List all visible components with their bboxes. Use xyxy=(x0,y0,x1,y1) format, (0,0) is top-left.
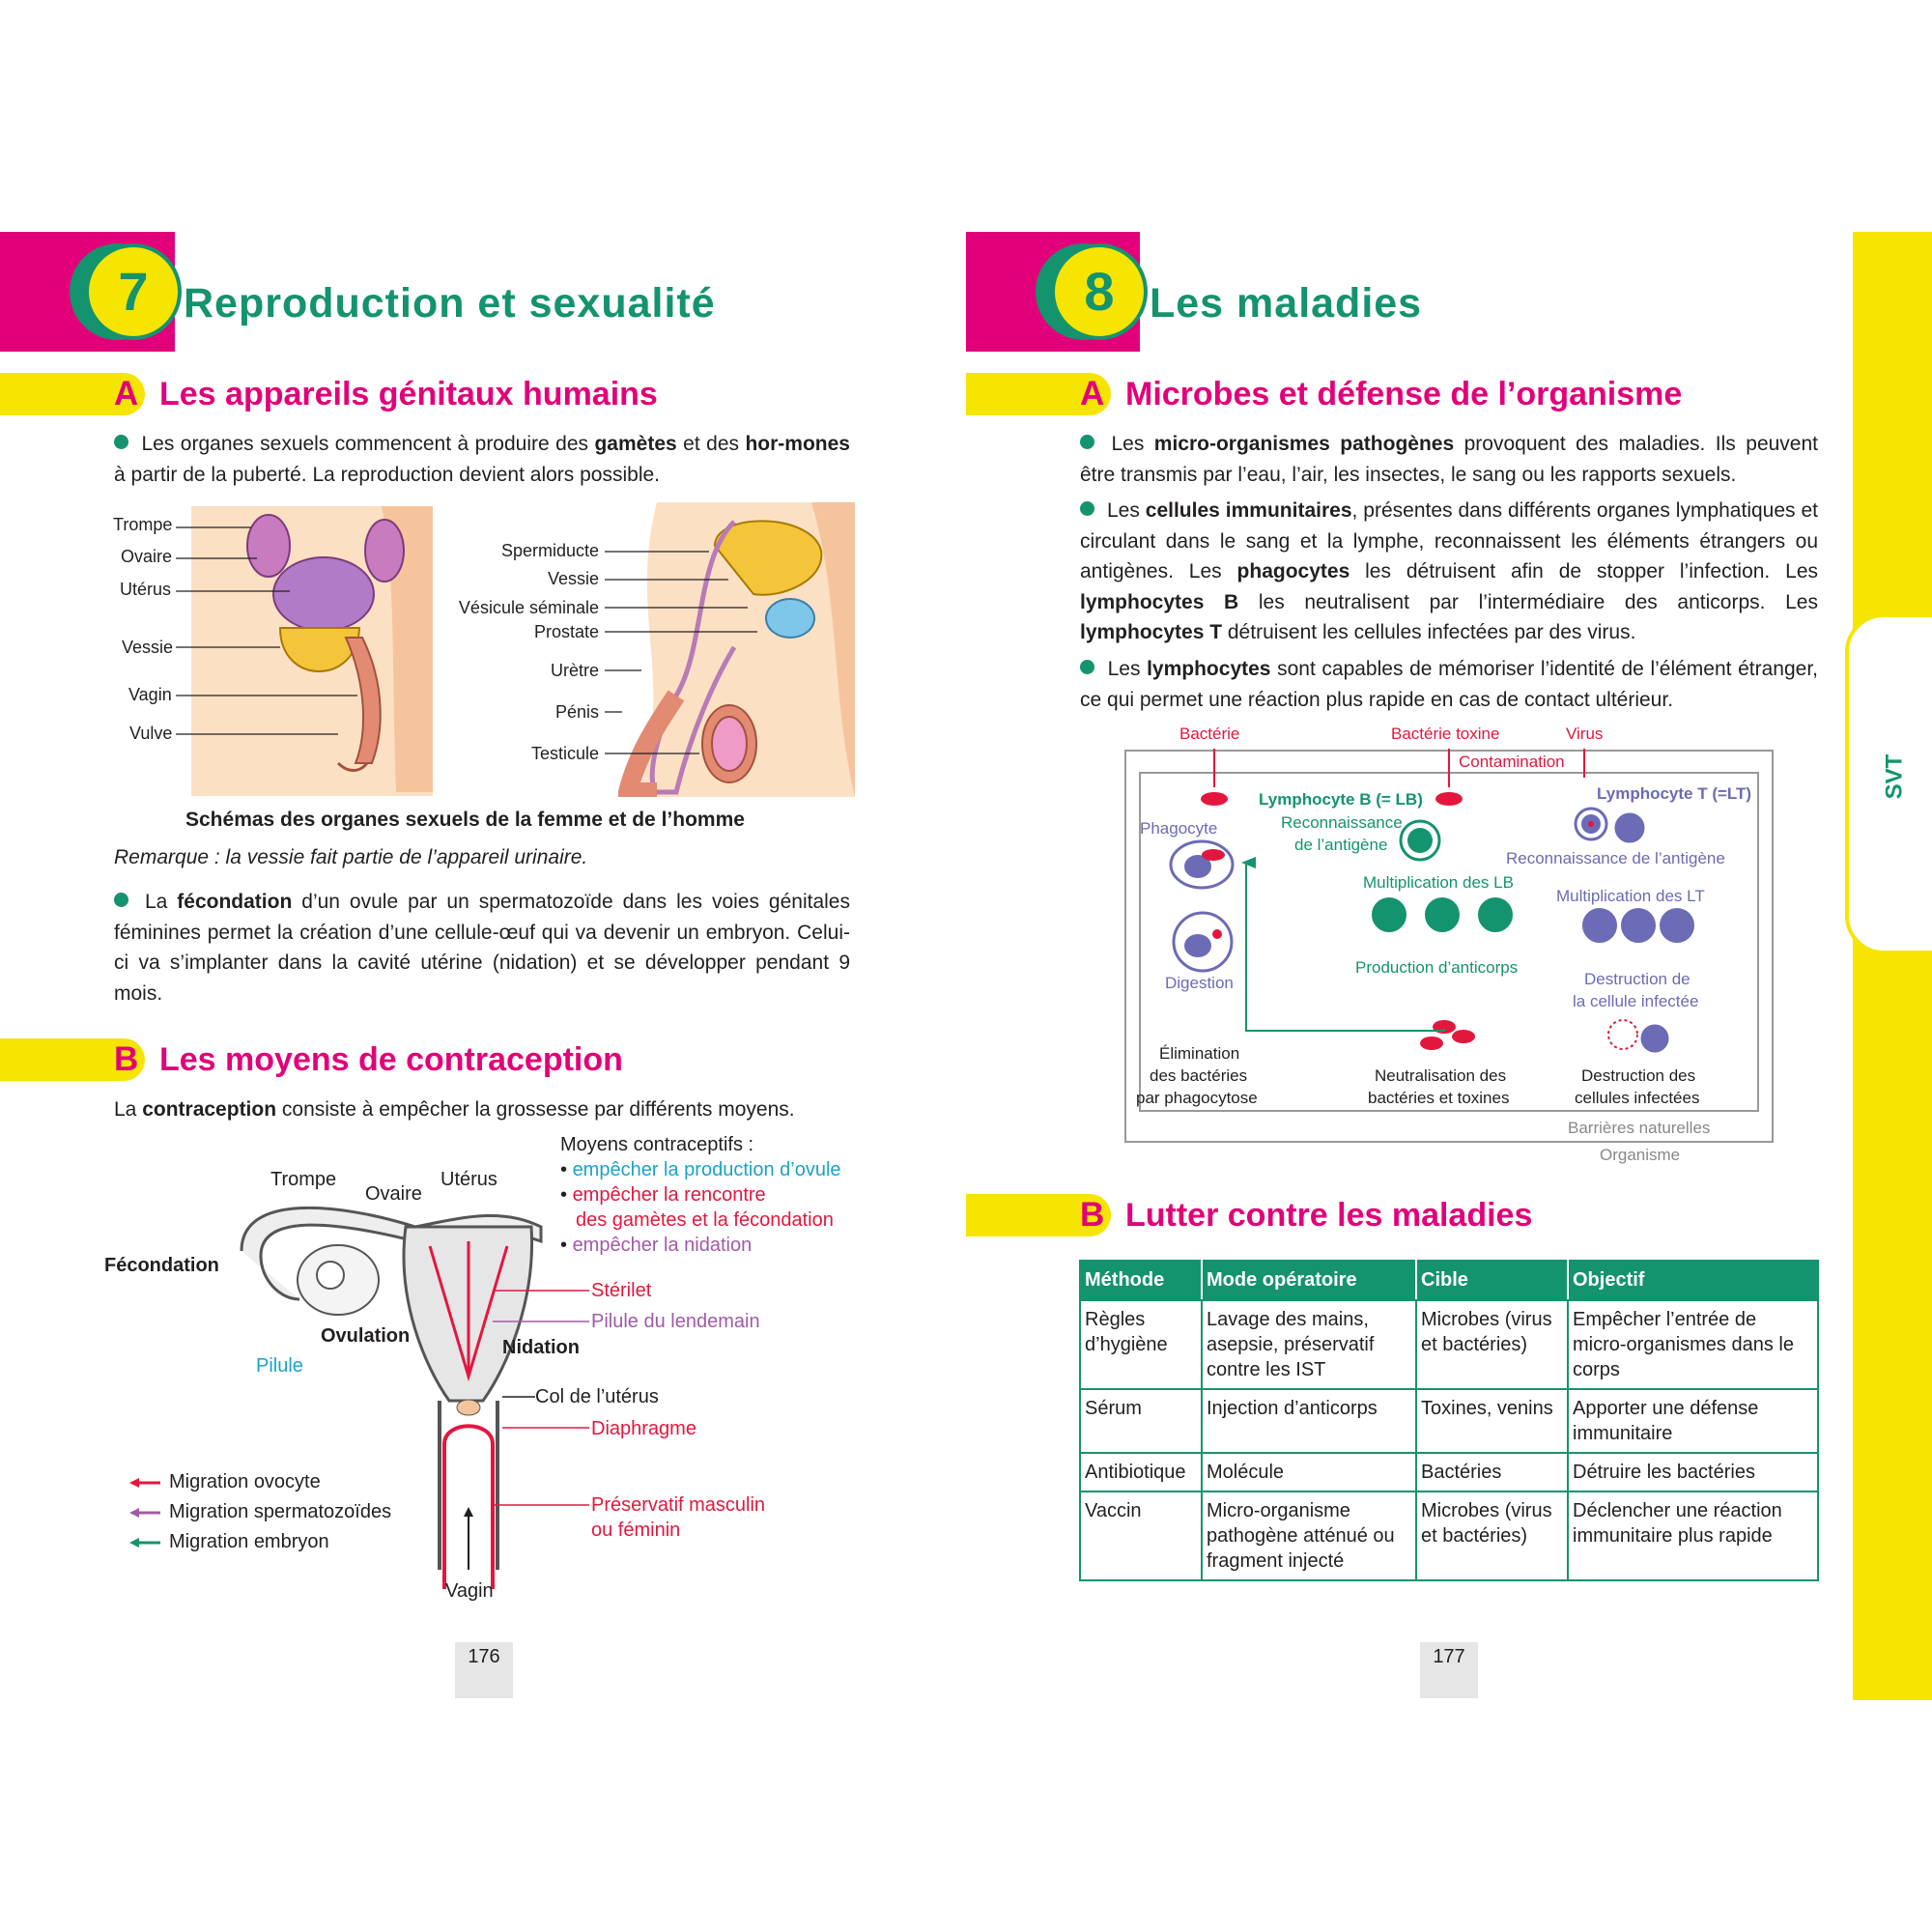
label-ovaire-f: Ovaire xyxy=(121,547,173,566)
table-cell: Molécule xyxy=(1202,1453,1416,1492)
table-row xyxy=(1080,1300,1818,1389)
label-uterus-u: Utérus xyxy=(440,1169,497,1190)
immune-elim-2: des bactéries xyxy=(1150,1066,1248,1085)
section-b-title-right: Lutter contre les maladies xyxy=(1125,1197,1533,1234)
bullet-dot xyxy=(1080,501,1094,516)
paragraph-micro-organismes: Les micro-organismes pathogènes provoquent des maladies. Ils peuvent être transmis par l’eau, l’air, les insectes, le sang ou les rapports sexuels. xyxy=(1080,433,1818,486)
label-trompe-u: Trompe xyxy=(270,1169,337,1190)
contra-item-ovule: • empêcher la production d’ovule xyxy=(560,1159,841,1180)
section-a-letter-right: A xyxy=(1080,375,1105,412)
label-pilule: Pilule xyxy=(256,1355,303,1377)
table-cell: Microbes (virus et bactéries) xyxy=(1416,1492,1568,1580)
table-cell: Micro-organisme pathogène atténué ou fragment injecté xyxy=(1202,1492,1416,1580)
table-header-row xyxy=(1080,1261,1818,1300)
label-vessie-f: Vessie xyxy=(122,638,174,657)
table-header: Méthode xyxy=(1080,1261,1202,1300)
section-a-title-right: Microbes et défense de l’organisme xyxy=(1125,376,1683,412)
contra-item-nidation: • empêcher la nidation xyxy=(560,1235,753,1256)
label-col: Col de l’utérus xyxy=(535,1386,659,1407)
table-cell: Bactéries xyxy=(1416,1453,1568,1492)
table-row xyxy=(1080,1492,1818,1580)
chapter-8-title: Les maladies xyxy=(1150,280,1423,327)
table-cell: Empêcher l’entrée de micro-organismes dans le corps xyxy=(1568,1300,1818,1389)
label-vagin-u: Vagin xyxy=(445,1580,494,1602)
paragraph-fecondation: La fécondation d’un ovule par un spermatozoïde dans les voies génitales féminines permet la création d’une cellule-œuf qui va devenir un embryon. Celui-ci va s’implanter dans la cavité utérine (nidation) et se développer pendant 9 mois. xyxy=(114,891,850,1005)
legend-embryon: Migration embryon xyxy=(169,1531,329,1552)
label-penis: Pénis xyxy=(554,702,599,722)
section-a-letter: A xyxy=(114,375,139,412)
label-preservatif-1: Préservatif masculin xyxy=(591,1494,766,1516)
immune-elim-3: par phagocytose xyxy=(1136,1089,1258,1107)
table-cell: Apporter une défense immunitaire xyxy=(1568,1389,1818,1453)
table-header: Objectif xyxy=(1568,1261,1818,1300)
immune-barrieres: Barrières naturelles xyxy=(1568,1119,1711,1137)
immune-lt: Lymphocyte T (=LT) xyxy=(1597,784,1752,803)
table-cell: Antibiotique xyxy=(1080,1453,1202,1492)
bullet-dot xyxy=(114,893,128,907)
label-prostate: Prostate xyxy=(533,622,599,641)
immune-production: Production d’anticorps xyxy=(1355,958,1519,977)
chapter-7-number: 7 xyxy=(85,243,182,340)
label-vagin-f: Vagin xyxy=(128,685,172,704)
immune-neut-1: Neutralisation des xyxy=(1375,1066,1507,1085)
contra-heading: Moyens contraceptifs : xyxy=(560,1134,754,1155)
label-vulve-f: Vulve xyxy=(129,724,173,743)
label-vesicule: Vésicule séminale xyxy=(458,598,599,617)
bullet-dot xyxy=(114,435,128,449)
table-cell: Lavage des mains, asepsie, préservatif contre les IST xyxy=(1202,1300,1416,1389)
methods-table xyxy=(1079,1260,1819,1581)
table-cell: Injection d’anticorps xyxy=(1202,1389,1416,1453)
immune-digestion: Digestion xyxy=(1165,974,1234,992)
label-ovaire-u: Ovaire xyxy=(365,1183,422,1205)
side-tab-label: SVT xyxy=(1881,753,1908,800)
label-testicule: Testicule xyxy=(530,744,599,763)
label-diaphragme: Diaphragme xyxy=(591,1418,696,1439)
immune-bacterie: Bactérie xyxy=(1179,724,1240,743)
chapter-8-number: 8 xyxy=(1051,243,1148,340)
table-row xyxy=(1080,1389,1818,1453)
paragraph-gametes: Les organes sexuels commencent à produire des gamètes et des hor-mones à partir de la puberté. La reproduction devient alors possible. xyxy=(114,433,850,486)
label-pilule-lendemain: Pilule du lendemain xyxy=(591,1311,760,1332)
table-cell: Règles d’hygiène xyxy=(1080,1300,1202,1389)
section-b-letter-right: B xyxy=(1080,1196,1105,1234)
side-bar xyxy=(1853,232,1932,1700)
page-number-right: 177 xyxy=(1420,1642,1478,1698)
immune-destr-1: Destruction de xyxy=(1584,970,1690,988)
immune-mult-lb: Multiplication des LB xyxy=(1363,873,1514,892)
table-cell: Toxines, venins xyxy=(1416,1389,1568,1453)
uterus-leader-lines xyxy=(483,1285,594,1517)
immune-reco-lt: Reconnaissance de l’antigène xyxy=(1506,849,1725,867)
immune-elim-1: Élimination xyxy=(1159,1044,1240,1063)
legend-ovocyte: Migration ovocyte xyxy=(169,1471,321,1492)
table-header: Mode opératoire xyxy=(1202,1261,1416,1300)
immune-dci-1: Destruction des xyxy=(1581,1066,1696,1085)
female-leader-lines xyxy=(174,522,406,744)
table-header: Cible xyxy=(1416,1261,1568,1300)
table-cell: Sérum xyxy=(1080,1389,1202,1453)
bullet-dot xyxy=(1080,435,1094,449)
chapter-7-title: Reproduction et sexualité xyxy=(184,280,716,327)
label-nidation: Nidation xyxy=(502,1337,580,1358)
immune-destr-2: la cellule infectée xyxy=(1573,992,1699,1010)
section-b-letter: B xyxy=(114,1040,139,1078)
figure-caption: Schémas des organes sexuels de la femme et de l’homme xyxy=(185,809,745,831)
table-cell: Détruire les bactéries xyxy=(1568,1453,1818,1492)
label-ovulation: Ovulation xyxy=(321,1325,411,1347)
immune-organisme: Organisme xyxy=(1600,1146,1681,1164)
paragraph-lymphocytes: Les lymphocytes sont capables de mémoriser l’identité de l’élément étranger, ce qui permet une réaction plus rapide en cas de contact ultérieur. xyxy=(1080,658,1819,711)
page-number-left: 176 xyxy=(455,1642,513,1698)
contra-item-fecondation: des gamètes et la fécondation xyxy=(576,1209,834,1231)
immune-dci-2: cellules infectées xyxy=(1575,1089,1700,1107)
label-spermiducte: Spermiducte xyxy=(500,541,599,560)
remark: Remarque : la vessie fait partie de l’appareil urinaire. xyxy=(114,846,588,868)
male-leader-lines xyxy=(603,546,796,758)
immune-lb: Lymphocyte B (= LB) xyxy=(1259,790,1423,809)
paragraph-cellules-immunitaires: Les cellules immunitaires, présentes dans différents organes lymphatiques et circulant dans le sang et la lymphe, reconnaissent les éléments étrangers ou antigènes. Les phagocytes les détruisent afin de stopper l’infection. Les lymphocytes B les neutralisent par l’intermédiaire des anticorps. Les lymphocytes T détruisent les cellules infectées par des virus. xyxy=(1080,499,1819,643)
section-b-title: Les moyens de contraception xyxy=(159,1041,623,1078)
table-cell: Déclencher une réaction immunitaire plus rapide xyxy=(1568,1492,1818,1580)
immune-contamination: Contamination xyxy=(1459,753,1565,771)
legend-spermatozoides: Migration spermatozoïdes xyxy=(169,1501,392,1522)
contra-item-rencontre: • empêcher la rencontre xyxy=(560,1184,766,1206)
label-vessie-m: Vessie xyxy=(547,569,599,588)
label-fecondation: Fécondation xyxy=(104,1255,219,1276)
immune-phagocyte: Phagocyte xyxy=(1140,819,1218,838)
label-uretre: Urètre xyxy=(550,661,599,680)
immune-bacterie-toxine: Bactérie toxine xyxy=(1391,724,1500,743)
section-a-title: Les appareils génitaux humains xyxy=(159,376,658,412)
table-row xyxy=(1080,1453,1818,1492)
label-preservatif-2: ou féminin xyxy=(591,1520,681,1541)
table-cell: Microbes (virus et bactéries) xyxy=(1416,1300,1568,1389)
label-trompe-f: Trompe xyxy=(113,515,173,534)
immune-mult-lt: Multiplication des LT xyxy=(1556,887,1705,905)
table-cell: Vaccin xyxy=(1080,1492,1202,1580)
paragraph-contraception: La contraception consiste à empêcher la grossesse par différents moyens. xyxy=(114,1098,795,1121)
immune-neut-2: bactéries et toxines xyxy=(1368,1089,1510,1107)
bullet-dot xyxy=(1080,660,1094,674)
label-uterus-f: Utérus xyxy=(120,580,172,599)
immune-reco-2: de l’antigène xyxy=(1294,836,1388,854)
immune-virus: Virus xyxy=(1566,724,1604,743)
legend-arrows xyxy=(128,1473,166,1550)
immune-reco-1: Reconnaissance xyxy=(1281,813,1403,832)
label-sterilet: Stérilet xyxy=(591,1280,652,1301)
